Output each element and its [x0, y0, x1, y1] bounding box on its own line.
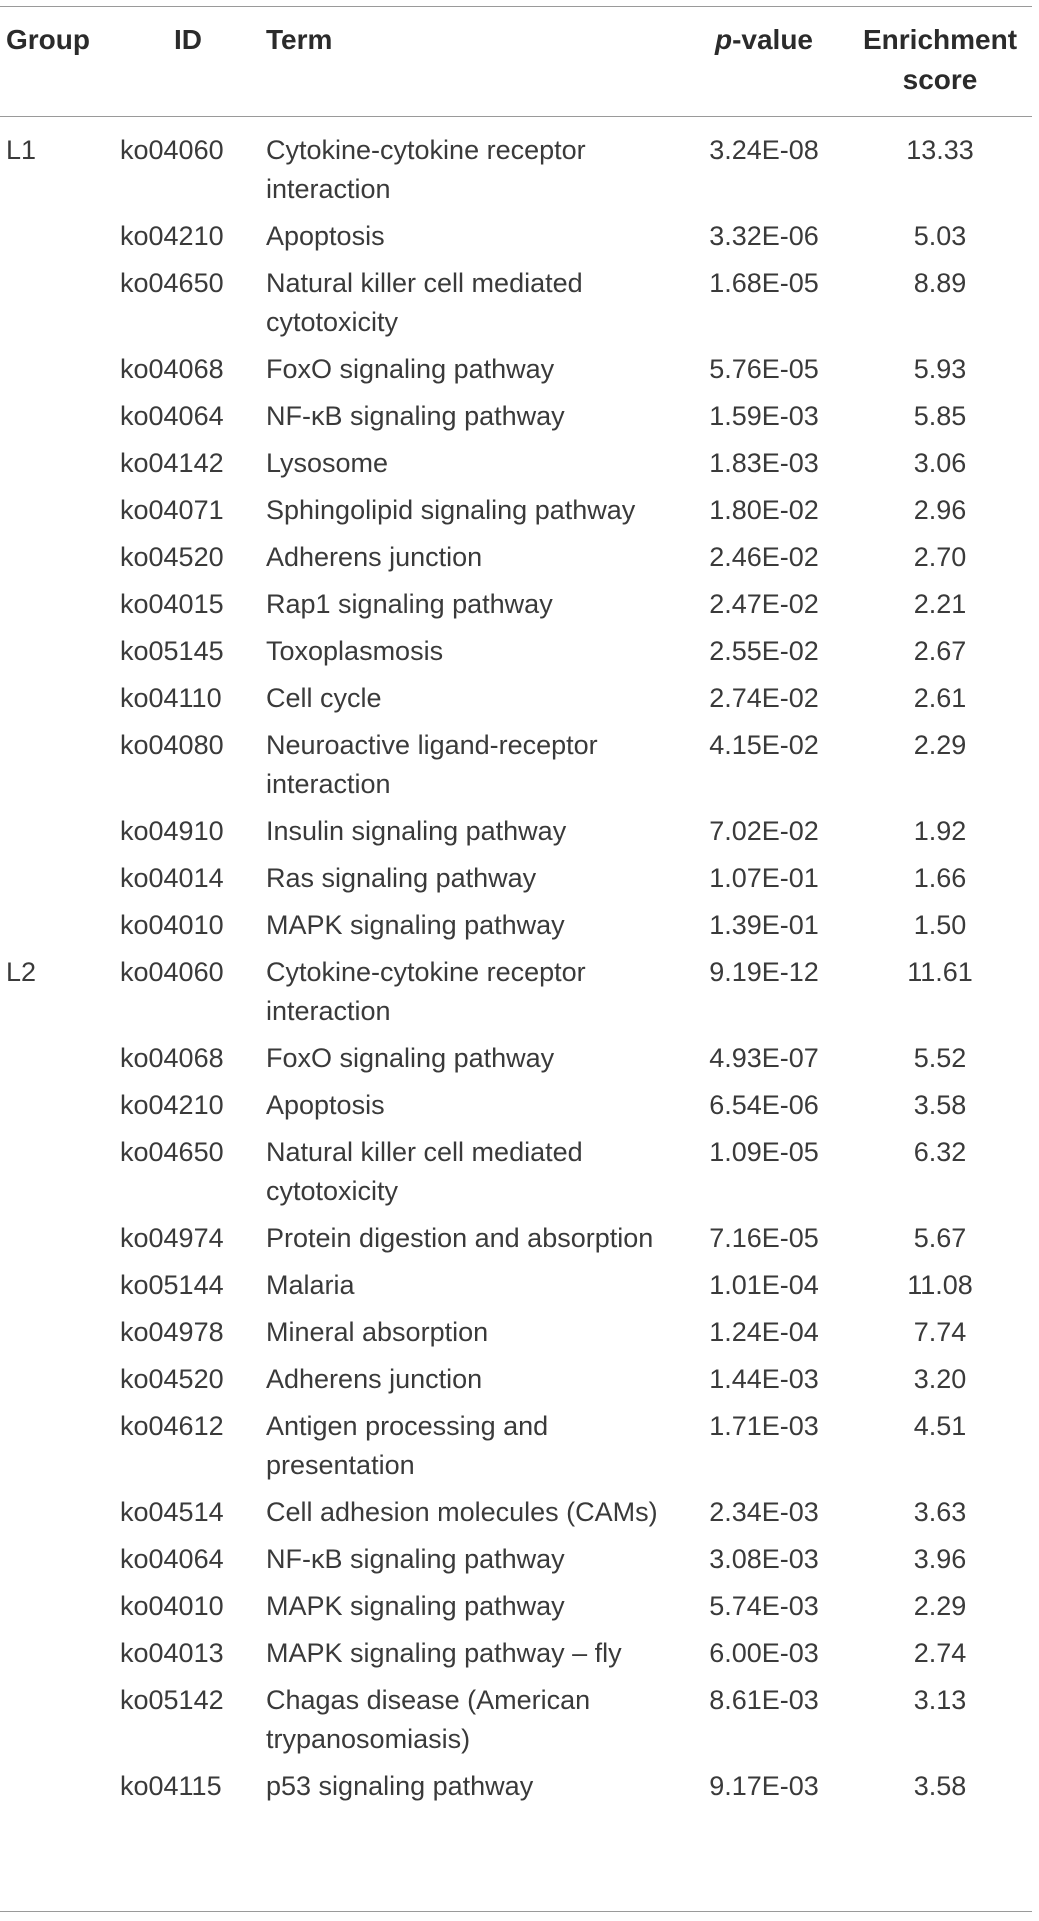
cell-enrichment-score: 7.74: [913, 1317, 967, 1347]
table-row: [0, 628, 1038, 675]
cell-pvalue: 9.17E-03: [709, 1771, 819, 1801]
cell-group: [0, 1215, 120, 1262]
cell-id: ko04650: [120, 268, 224, 298]
cell-group: [0, 487, 120, 534]
cell-term: NF-κB signaling pathway: [266, 1544, 565, 1574]
cell-id: ko04010: [120, 910, 224, 940]
cell-pvalue: 1.07E-01: [709, 863, 819, 893]
table-row: [0, 581, 1038, 628]
cell-group: [0, 1763, 120, 1810]
header-id: ID: [174, 24, 202, 55]
cell-enrichment-score: 3.63: [913, 1497, 967, 1527]
cell-group: [0, 1082, 120, 1129]
cell-id: ko04115: [120, 1771, 222, 1801]
table-row: [0, 1763, 1038, 1810]
header-pvalue: [686, 0, 842, 117]
cell-enrichment-score: 5.85: [913, 401, 967, 431]
table-row: [0, 346, 1038, 393]
cell-group: [0, 902, 120, 949]
cell-term: Lysosome: [266, 448, 389, 478]
cell-pvalue: 9.19E-12: [709, 957, 819, 987]
table-row: [0, 487, 1038, 534]
table-row: [0, 213, 1038, 260]
cell-id: ko04514: [120, 1497, 224, 1527]
cell-term: Sphingolipid signaling pathway: [266, 495, 636, 525]
cell-enrichment-score: 5.93: [913, 354, 967, 384]
cell-pvalue: 5.76E-05: [709, 354, 819, 384]
cell-pvalue: 2.55E-02: [709, 636, 819, 666]
cell-pvalue: 3.32E-06: [709, 221, 819, 251]
cell-id: ko05145: [120, 636, 224, 666]
cell-term: Rap1 signaling pathway: [266, 589, 553, 619]
cell-group: [0, 1309, 120, 1356]
cell-enrichment-score: 3.13: [913, 1685, 967, 1715]
table-row: [0, 1583, 1038, 1630]
cell-group: [0, 1035, 120, 1082]
cell-term: Protein digestion and absorption: [266, 1223, 654, 1253]
cell-id: ko04110: [120, 683, 222, 713]
cell-enrichment-score: 4.51: [913, 1411, 967, 1441]
cell-term: Ras signaling pathway: [266, 863, 537, 893]
cell-pvalue: 2.34E-03: [709, 1497, 819, 1527]
cell-term: MAPK signaling pathway: [266, 1591, 565, 1621]
cell-term: Malaria: [266, 1270, 355, 1300]
cell-pvalue: 1.71E-03: [709, 1411, 819, 1441]
header-group: Group: [6, 24, 90, 55]
cell-id: ko04978: [120, 1317, 224, 1347]
cell-id: ko04650: [120, 1137, 224, 1167]
cell-term: Apoptosis: [266, 221, 385, 251]
cell-id: ko04060: [120, 957, 224, 987]
cell-term: Apoptosis: [266, 1090, 385, 1120]
cell-pvalue: 7.16E-05: [709, 1223, 819, 1253]
cell-term: Cytokine-cytokine receptor interaction: [266, 135, 586, 204]
cell-enrichment-score: 13.33: [906, 135, 974, 165]
cell-pvalue: 1.68E-05: [709, 268, 819, 298]
cell-enrichment-score: 3.20: [913, 1364, 967, 1394]
cell-enrichment-score: 2.67: [913, 636, 967, 666]
cell-id: ko04071: [120, 495, 224, 525]
cell-pvalue: 8.61E-03: [709, 1685, 819, 1715]
cell-term: MAPK signaling pathway: [266, 910, 565, 940]
cell-id: ko04142: [120, 448, 224, 478]
cell-term: Mineral absorption: [266, 1317, 489, 1347]
cell-enrichment-score: 3.96: [913, 1544, 967, 1574]
cell-id: ko04068: [120, 1043, 224, 1073]
cell-id: ko04014: [120, 863, 224, 893]
cell-pvalue: 3.24E-08: [709, 135, 819, 165]
table-row: [0, 1630, 1038, 1677]
table-body: [0, 117, 1038, 1810]
cell-term: Natural killer cell mediated cytotoxicity: [266, 1137, 583, 1206]
cell-term: Antigen processing and presentation: [266, 1411, 549, 1480]
cell-group: [0, 1129, 120, 1215]
cell-pvalue: 1.24E-04: [709, 1317, 819, 1347]
table-row: [0, 1309, 1038, 1356]
cell-enrichment-score: 2.96: [913, 495, 967, 525]
table-row: [0, 1262, 1038, 1309]
table-row: [0, 260, 1038, 346]
cell-group: [0, 534, 120, 581]
cell-pvalue: 3.08E-03: [709, 1544, 819, 1574]
table-row: [0, 117, 1038, 213]
cell-group: [0, 1677, 120, 1763]
cell-term: Chagas disease (American trypanosomiasis): [266, 1685, 591, 1754]
cell-group: [0, 581, 120, 628]
cell-group: [0, 213, 120, 260]
cell-id: ko04013: [120, 1638, 224, 1668]
cell-enrichment-score: 2.29: [913, 730, 967, 760]
cell-group: [0, 260, 120, 346]
cell-id: ko04064: [120, 1544, 224, 1574]
cell-group: [0, 628, 120, 675]
cell-pvalue: 2.47E-02: [709, 589, 819, 619]
cell-pvalue: 2.74E-02: [709, 683, 819, 713]
cell-pvalue: 1.83E-03: [709, 448, 819, 478]
header-pvalue-italic: p: [714, 24, 733, 55]
cell-group: L1: [6, 135, 37, 165]
cell-id: ko04060: [120, 135, 224, 165]
cell-pvalue: 5.74E-03: [709, 1591, 819, 1621]
table-row: [0, 1677, 1038, 1763]
cell-enrichment-score: 11.61: [907, 957, 973, 987]
cell-id: ko04210: [120, 1090, 224, 1120]
cell-group: [0, 1583, 120, 1630]
table-row: [0, 808, 1038, 855]
header-enrichment-line2: score: [902, 64, 978, 95]
cell-pvalue: 4.93E-07: [709, 1043, 819, 1073]
table-row: [0, 675, 1038, 722]
table-row: [0, 1356, 1038, 1403]
cell-id: ko04210: [120, 221, 224, 251]
cell-id: ko04064: [120, 401, 224, 431]
bottom-rule: [0, 1911, 1032, 1912]
cell-enrichment-score: 2.21: [913, 589, 967, 619]
cell-id: ko04010: [120, 1591, 224, 1621]
cell-pvalue: 1.09E-05: [709, 1137, 819, 1167]
cell-enrichment-score: 5.03: [913, 221, 967, 251]
cell-pvalue: 4.15E-02: [709, 730, 819, 760]
cell-term: Toxoplasmosis: [266, 636, 444, 666]
cell-term: NF-κB signaling pathway: [266, 401, 565, 431]
cell-enrichment-score: 2.70: [913, 542, 967, 572]
cell-term: Adherens junction: [266, 1364, 483, 1394]
cell-id: ko05144: [120, 1270, 224, 1300]
cell-enrichment-score: 2.29: [913, 1591, 967, 1621]
table-row: [0, 1129, 1038, 1215]
cell-term: MAPK signaling pathway – fly: [266, 1638, 622, 1668]
cell-group: L2: [6, 957, 37, 987]
cell-group: [0, 675, 120, 722]
table-row: [0, 902, 1038, 949]
cell-term: FoxO signaling pathway: [266, 354, 555, 384]
cell-id: ko04068: [120, 354, 224, 384]
table-row: [0, 1403, 1038, 1489]
cell-enrichment-score: 3.06: [913, 448, 967, 478]
cell-pvalue: 1.59E-03: [709, 401, 819, 431]
table-row: [0, 393, 1038, 440]
cell-group: [0, 1536, 120, 1583]
cell-enrichment-score: 5.52: [913, 1043, 967, 1073]
cell-group: [0, 346, 120, 393]
table-row: [0, 949, 1038, 1035]
cell-term: FoxO signaling pathway: [266, 1043, 555, 1073]
table-row: [0, 1489, 1038, 1536]
cell-id: ko04910: [120, 816, 224, 846]
cell-group: [0, 393, 120, 440]
cell-group: [0, 440, 120, 487]
table-row: [0, 1082, 1038, 1129]
cell-group: [0, 1630, 120, 1677]
cell-pvalue: 1.39E-01: [709, 910, 819, 940]
cell-pvalue: 1.01E-04: [709, 1270, 819, 1300]
table-row: [0, 440, 1038, 487]
cell-term: p53 signaling pathway: [266, 1771, 534, 1801]
cell-enrichment-score: 11.08: [907, 1270, 973, 1300]
table-row: [0, 1215, 1038, 1262]
cell-group: [0, 808, 120, 855]
cell-term: Cytokine-cytokine receptor interaction: [266, 957, 586, 1026]
cell-enrichment-score: 3.58: [913, 1771, 967, 1801]
cell-term: Insulin signaling pathway: [266, 816, 567, 846]
table-row: [0, 534, 1038, 581]
cell-group: [0, 1403, 120, 1489]
cell-enrichment-score: 3.58: [913, 1090, 967, 1120]
cell-term: Neuroactive ligand-receptor interaction: [266, 730, 598, 799]
table-row: [0, 722, 1038, 808]
cell-enrichment-score: 6.32: [913, 1137, 967, 1167]
cell-enrichment-score: 1.92: [913, 816, 967, 846]
cell-term: Natural killer cell mediated cytotoxicity: [266, 268, 583, 337]
cell-group: [0, 1356, 120, 1403]
table-row: [0, 1536, 1038, 1583]
table-row: [0, 1035, 1038, 1082]
cell-group: [0, 722, 120, 808]
cell-pvalue: 1.80E-02: [709, 495, 819, 525]
cell-id: ko04974: [120, 1223, 224, 1253]
cell-id: ko04520: [120, 1364, 224, 1394]
cell-id: ko04520: [120, 542, 224, 572]
cell-id: ko04612: [120, 1411, 224, 1441]
cell-term: Cell cycle: [266, 683, 382, 713]
cell-enrichment-score: 8.89: [913, 268, 967, 298]
header-term: Term: [266, 24, 333, 55]
cell-enrichment-score: 1.50: [913, 910, 967, 940]
cell-pvalue: 6.54E-06: [709, 1090, 819, 1120]
cell-enrichment-score: 1.66: [913, 863, 967, 893]
header-row: [0, 0, 1038, 117]
cell-pvalue: 2.46E-02: [709, 542, 819, 572]
cell-pvalue: 6.00E-03: [709, 1638, 819, 1668]
cell-id: ko04015: [120, 589, 224, 619]
header-pvalue-rest: -value: [732, 24, 814, 55]
table-row: [0, 855, 1038, 902]
cell-term: Cell adhesion molecules (CAMs): [266, 1497, 658, 1527]
cell-id: ko05142: [120, 1685, 224, 1715]
cell-pvalue: 7.02E-02: [709, 816, 819, 846]
header-enrichment-score: [842, 0, 1038, 117]
header-enrichment-line1: Enrichment: [862, 24, 1018, 55]
cell-enrichment-score: 2.74: [913, 1638, 967, 1668]
cell-group: [0, 1489, 120, 1536]
cell-group: [0, 855, 120, 902]
cell-group: [0, 1262, 120, 1309]
cell-pvalue: 1.44E-03: [709, 1364, 819, 1394]
cell-id: ko04080: [120, 730, 224, 760]
cell-enrichment-score: 5.67: [913, 1223, 967, 1253]
cell-enrichment-score: 2.61: [913, 683, 967, 713]
table-header: [0, 0, 1038, 117]
cell-term: Adherens junction: [266, 542, 483, 572]
